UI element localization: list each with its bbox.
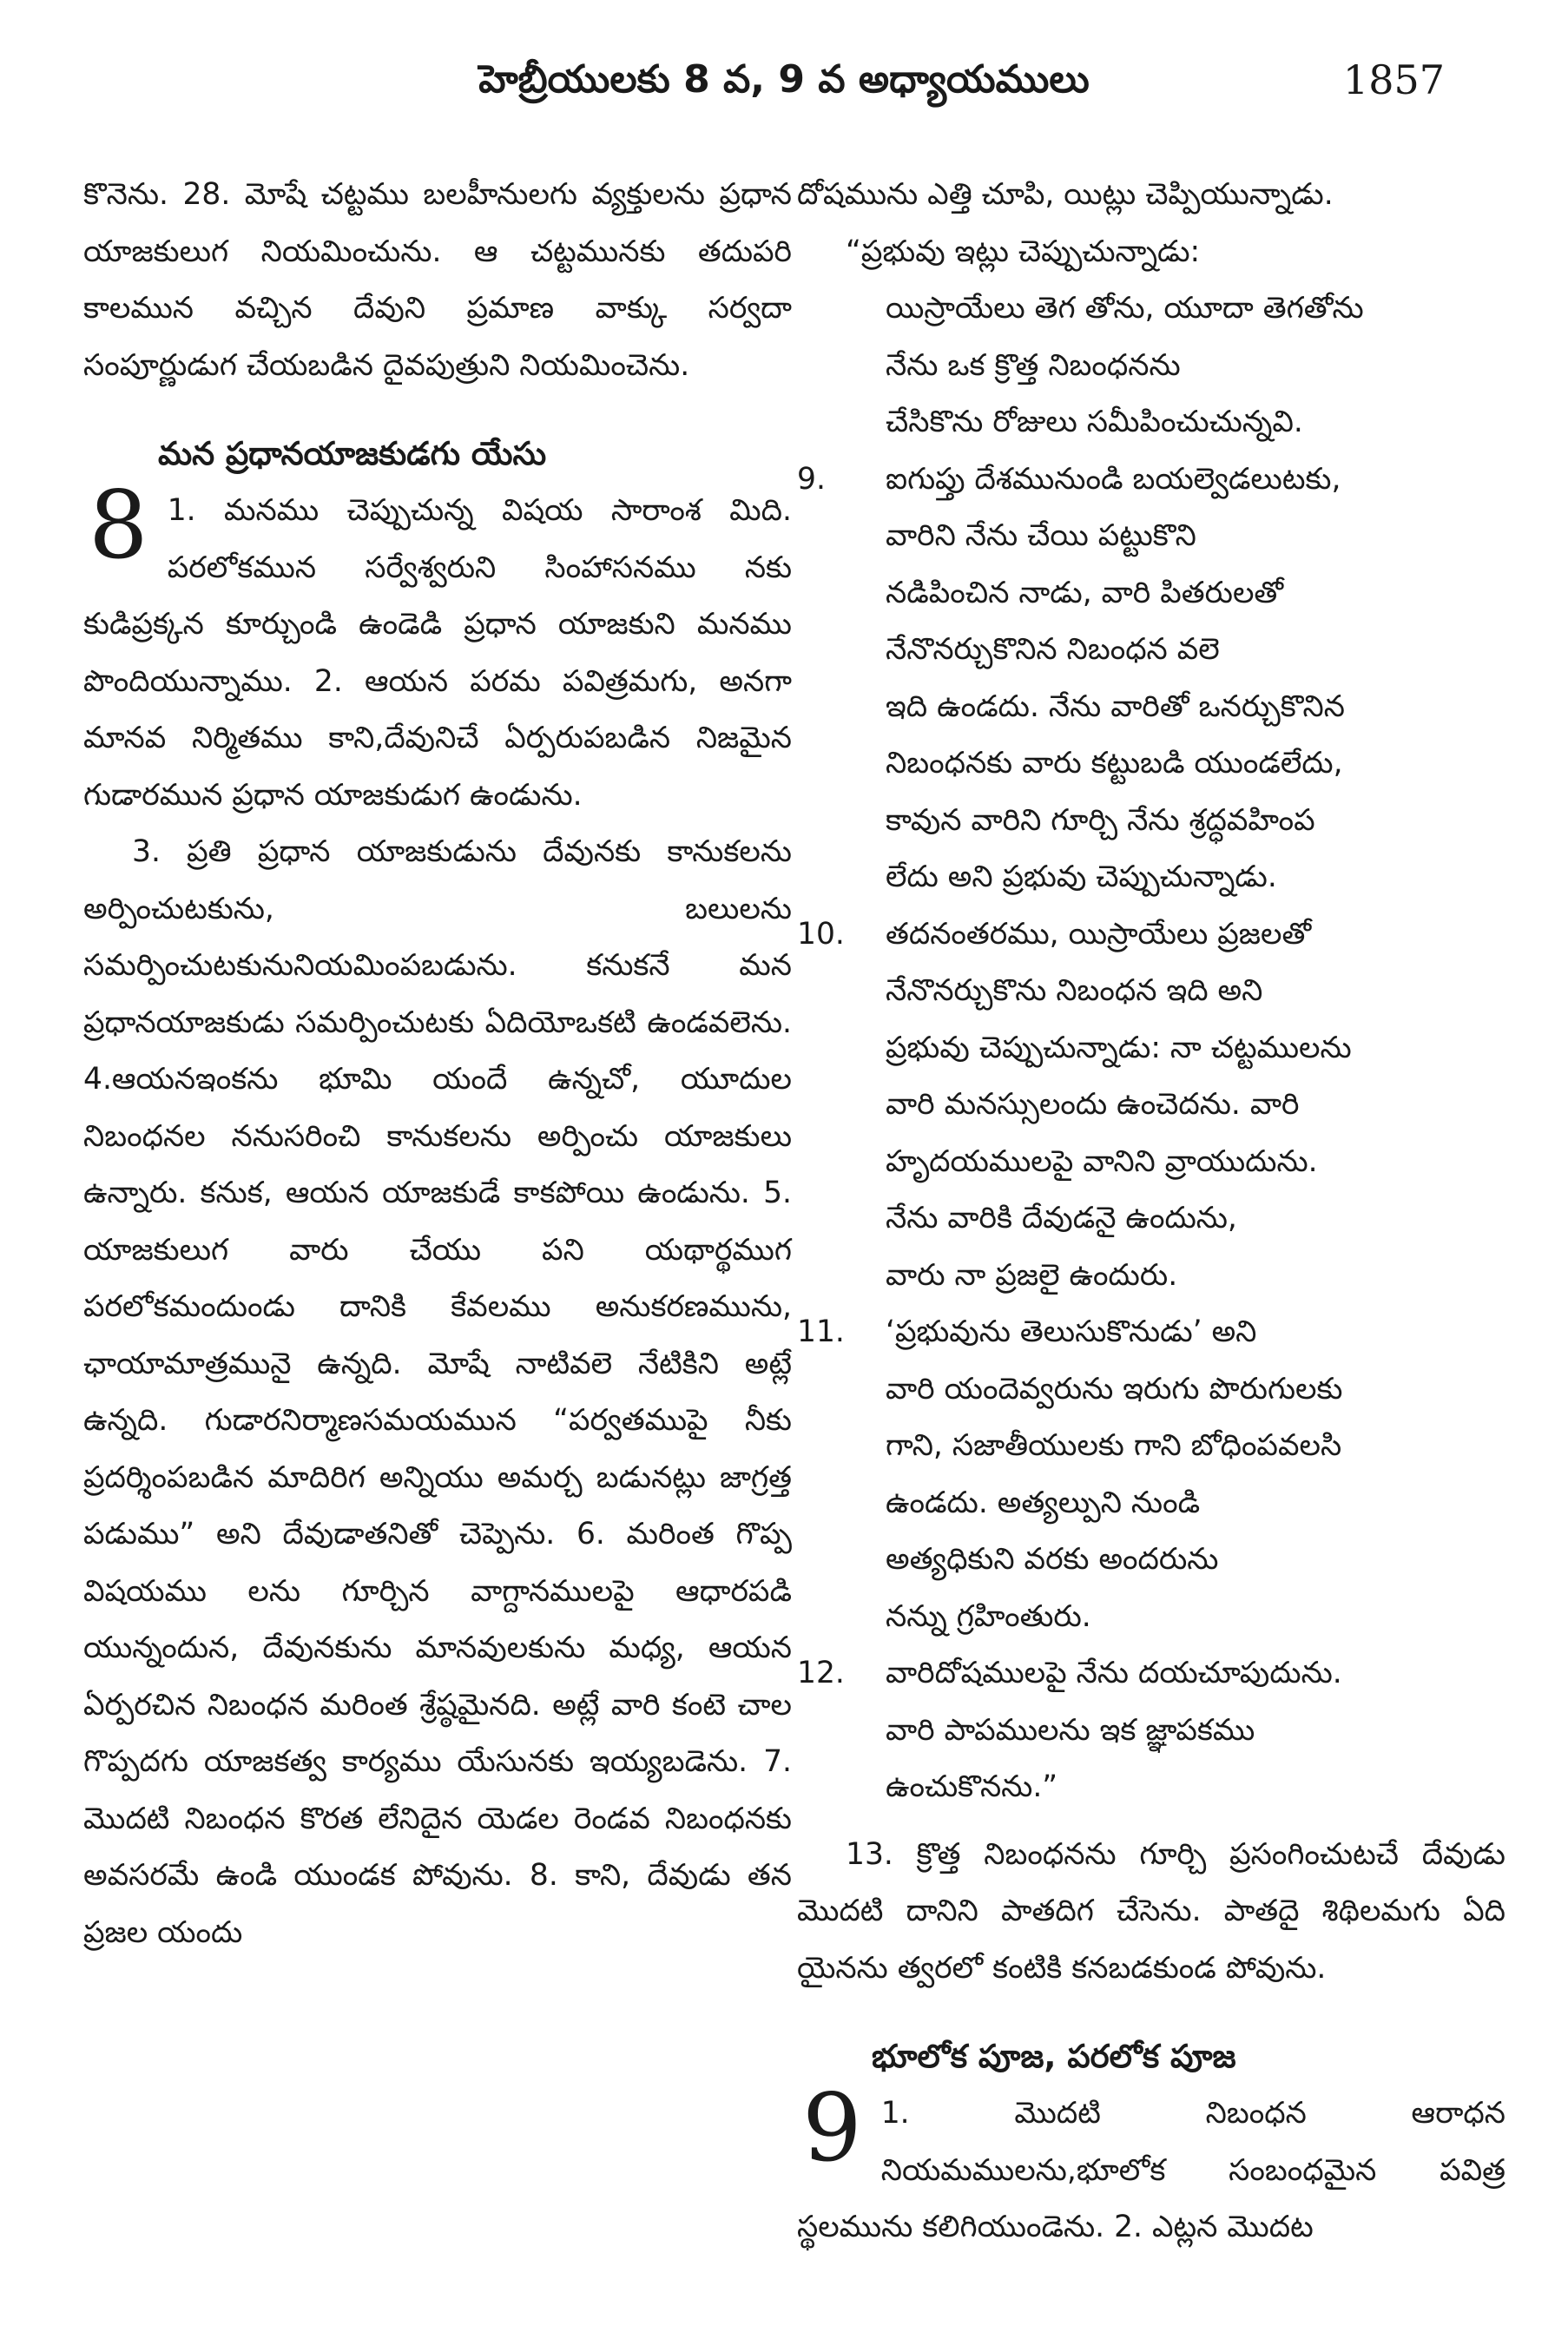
right-opening-line: దోషమును ఎత్తి చూపి, యిట్లు చెప్పియున్నాడు.	[797, 177, 1334, 212]
page-number: 1857	[1342, 56, 1445, 103]
verse-11	[797, 1304, 1505, 1645]
verse-9	[797, 451, 1505, 906]
verse-lines	[886, 1645, 1505, 1816]
verse-line: లేదు అని ప్రభువు చెప్పుచున్నాడు.	[886, 860, 1277, 894]
verse-lines	[886, 1304, 1505, 1645]
verse-12	[797, 1645, 1505, 1816]
verse-line: వారు నా ప్రజలై ఉందురు.	[886, 1257, 1178, 1293]
verse-line: తదనంతరము, యిస్రాయేలు ప్రజలతో	[886, 916, 1312, 952]
chapter-9-paragraph-1	[797, 2074, 1505, 2256]
verse-number: 9.	[797, 461, 826, 497]
verse-line: ఐగుప్తు దేశమునుండి బయల్వెడలుటకు,	[886, 461, 1341, 497]
verse-line: ప్రభువు చెప్పుచున్నాడు: నా చట్టములను	[886, 1030, 1352, 1065]
verse-line: నన్ను గ్రహింతురు.	[886, 1598, 1091, 1634]
page-header	[0, 54, 1568, 123]
verse-line: గాని, సజాతీయులకు గాని బోధింపవలసి	[886, 1428, 1342, 1463]
verse-10	[797, 906, 1505, 1305]
chapter-8-heading	[83, 425, 792, 483]
verse-line: వారి పాపములను ఇక జ్ఞాపకము	[886, 1712, 1255, 1748]
left-column	[83, 167, 792, 1961]
verse-line: నేనొనర్చుకొను నిబంధన ఇది అని	[886, 973, 1263, 1008]
verse-number: 10.	[797, 916, 845, 952]
verse-number: 12.	[797, 1656, 845, 1690]
chapter-8-paragraph-1-text: 1. మనము చెప్పుచున్న విషయ సారాంశ మిది. పరలోకమున సర్వేశ్వరుని సింహాసనము నకు కుడిప్రక్కన కూర్చుండి ఉండెడి ప్రధాన యాజకుని మనము పొందియున్నాము. 2. ఆయన పరమ పవిత్రమగు, అనగా మానవ నిర్మితము కాని,దేవునిచే ఏర్పరుపబడిన నిజమైన గుడారమున ప్రధాన యాజకుడుగ ఉండును.	[83, 493, 792, 813]
chapter-8-paragraph-1	[83, 471, 792, 824]
verse-lines	[886, 451, 1505, 906]
verse-line: నేను వారికి దేవుడనై ఉందును,	[886, 1201, 1237, 1235]
chapter-8-number: 8	[89, 471, 148, 580]
verse-line: కావున వారిని గూర్చి నేను శ్రద్ధవహింప	[886, 802, 1315, 838]
verse-line: ఇది ఉండదు. నేను వారితో ఒనర్చుకొనిన	[886, 688, 1345, 724]
opening-paragraph: కొనెను. 28. మోషే చట్టము బలహీనులగు వ్యక్తులను ప్రధాన యాజకులుగ నియమించును. ఆ చట్టమునకు తదుపరి కాలమున వచ్చిన దేవుని ప్రమాణ వాక్కు సర్వదా సంపూర్ణుడుగ చేయబడిన దైవపుత్రుని నియమించెను.	[83, 177, 792, 383]
verse-line: వారిని నేను చేయి పట్టుకొని	[886, 518, 1196, 553]
verse-line: నడిపించిన నాడు, వారి పితరులతో	[886, 575, 1284, 610]
chapter-8-paragraph-2: 3. ప్రతి ప్రధాన యాజకుడును దేవునకు కానుకలను అర్పించుటకును, బలులను సమర్పించుటకునునియమింపబడును. కనుకనే మన ప్రధానయాజకుడు సమర్పించుటకు ఏదియోఒకటి ఉండవలెను. 4.ఆయనఇంకను భూమి యందే ఉన్నచో, యూదుల నిబంధనల ననుసరించి కానుకలను అర్పించు యాజకులు ఉన్నారు. కనుక, ఆయన యాజకుడే కాకపోయి ఉండును. 5. యాజకులుగ వారు చేయు పని యథార్థముగ పరలోకమందుండు దానికి కేవలము అనుకరణమును, ఛాయామాత్రమునై ఉన్నది. మోషే నాటివలె నేటికిని అట్లే ఉన్నది. గుడారనిర్మాణసమయమున “పర్వతముపై నీకు ప్రదర్శింపబడిన మాదిరిగ అన్నియు అమర్చ బడునట్లు జాగ్రత్త పడుము” అని దేవుడాతనితో చెప్పెను. 6. మరింత గొప్ప విషయము లను గూర్చిన వాగ్దానములపై ఆధారపడి యున్నందున, దేవునకును మానవులకును మధ్య, ఆయన ఏర్పరచిన నిబంధన మరింత శ్రేష్ఠమైనది. అట్లే వారి కంటె చాల గొప్పదగు యాజకత్వ కార్యము యేసునకు ఇయ్యబడెను. 7. మొదటి నిబంధన కొరత లేనిదైన యెడల రెండవ నిబంధనకు అవసరమే ఉండి యుండక పోవును. 8. కాని, దేవుడు తన ప్రజల యందు	[83, 834, 792, 1950]
quote-intro	[797, 224, 1505, 451]
quote-line: యిస్రాయేలు తెగ తోను, యూదా తెగతోను	[886, 291, 1364, 326]
verse-line: నేనొనర్చుకొనిన నిబంధన వలె	[886, 632, 1220, 667]
chapter-8-title: మన ప్రధానయాజకుడగు యేసు	[158, 435, 547, 472]
chapter-9-heading	[797, 2028, 1505, 2085]
chapter-9-title: భూలోక పూజ, పరలోక పూజ	[872, 2038, 1236, 2075]
verse-line: అత్యధికుని వరకు అందరును	[886, 1542, 1219, 1577]
verse-line: వారి మనస్సులందు ఉంచెదను. వారి	[886, 1087, 1300, 1122]
quote-line: నేను ఒక క్రొత్త నిబంధనను	[886, 347, 1181, 383]
quote-line: “ప్రభువు ఇట్లు చెప్పుచున్నాడు:	[846, 234, 1201, 269]
verse-line: ‘ప్రభువును తెలుసుకొనుడు’ అని	[886, 1314, 1257, 1349]
verse-line: నిబంధనకు వారు కట్టుబడి యుండలేదు,	[886, 746, 1343, 781]
running-title: హెబ్రీయులకు 8 వ, 9 వ అధ్యాయములు	[478, 57, 1090, 102]
chapter-9-number: 9	[802, 2074, 862, 2183]
verse-lines	[886, 906, 1505, 1305]
verse-line: వారి యందెవ్వరును ఇరుగు పొరుగులకు	[886, 1371, 1343, 1407]
chapter-9-paragraph-1-text: 1. మొదటి నిబంధన ఆరాధన నియమములను,భూలోక సంబంధమైన పవిత్ర స్థలమును కలిగియుండెను. 2. ఎట్లన మొదట	[797, 2096, 1505, 2244]
verse-number: 11.	[797, 1314, 845, 1349]
verse-line: ఉండదు. అత్యల్పుని నుండి	[886, 1485, 1201, 1520]
verse-line: ఉంచుకొనను.”	[886, 1769, 1058, 1804]
verse-line: హృదయములపై వానిని వ్రాయుదును.	[886, 1143, 1318, 1179]
quote-line: చేసికొను రోజులు సమీపించుచున్నవి.	[886, 405, 1303, 439]
verse-line: వారిదోషములపై నేను దయచూపుదును.	[886, 1656, 1342, 1690]
paragraph-13: 13. క్రొత్త నిబంధనను గూర్చి ప్రసంగించుటచే దేవుడు మొదటి దానిని పాతదిగ చేసెను. పాతదై శిథిలమగు ఏది యైనను త్వరలో కంటికి కనబడకుండ పోవును.	[797, 1836, 1505, 1986]
right-column	[797, 167, 1505, 2256]
